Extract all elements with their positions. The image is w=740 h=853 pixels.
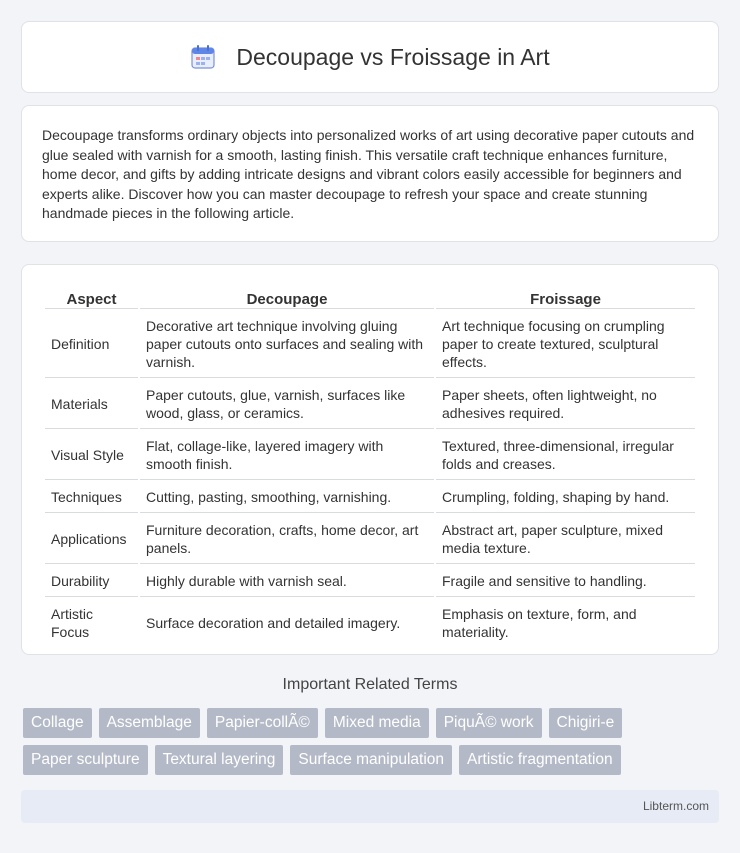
table-row <box>45 309 695 378</box>
calendar-icon <box>190 44 216 70</box>
decoupage-cell: Decorative art technique involving gluing paper cutouts onto surfaces and sealing with varnish. <box>140 309 434 378</box>
table-header-row <box>45 285 695 309</box>
tag-mixed-media[interactable]: Mixed media <box>325 708 429 738</box>
decoupage-cell: Furniture decoration, crafts, home decor, art panels. <box>140 513 434 564</box>
header-aspect: Aspect <box>45 285 138 309</box>
froissage-cell: Textured, three-dimensional, irregular folds and creases. <box>436 429 695 480</box>
decoupage-cell: Highly durable with varnish seal. <box>140 564 434 597</box>
table-row <box>45 429 695 480</box>
table-row <box>45 378 695 429</box>
aspect-cell: Visual Style <box>45 429 138 480</box>
decoupage-cell: Flat, collage-like, layered imagery with smooth finish. <box>140 429 434 480</box>
aspect-cell: Techniques <box>45 480 138 513</box>
aspect-cell: Artistic Focus <box>51 606 93 640</box>
tag-artistic-fragmentation[interactable]: Artistic fragmentation <box>459 745 621 775</box>
aspect-cell: Materials <box>45 378 138 429</box>
tag-pique-work[interactable]: PiquÃ© work <box>436 708 542 738</box>
froissage-cell: Emphasis on texture, form, and materiality. <box>442 606 637 640</box>
header-card <box>21 21 719 93</box>
tag-surface-manipulation[interactable]: Surface manipulation <box>290 745 452 775</box>
header-froissage: Froissage <box>436 285 695 309</box>
footer <box>21 790 719 823</box>
froissage-cell: Crumpling, folding, shaping by hand. <box>436 480 695 513</box>
related-terms-list <box>23 708 723 782</box>
comparison-table <box>43 285 697 647</box>
tag-textural-layering[interactable]: Textural layering <box>155 745 284 775</box>
aspect-cell: Durability <box>45 564 138 597</box>
decoupage-cell: Paper cutouts, glue, varnish, surfaces like wood, glass, or ceramics. <box>140 378 434 429</box>
tag-chigiri-e[interactable]: Chigiri-e <box>549 708 623 738</box>
aspect-cell: Applications <box>45 513 138 564</box>
froissage-cell: Art technique focusing on crumpling paper to create textured, sculptural effects. <box>436 309 695 378</box>
intro-text: Decoupage transforms ordinary objects into personalized works of art using decorative paper cutouts and glue sealed with varnish for a smooth, lasting finish. This versatile craft technique enhances furniture, home decor, and gifts by adding intricate designs and vibrant colors easily accessible for beginners and experts alike. Discover how you can master decoupage to refresh your space and create stunning handmade pieces in the following article. <box>42 127 695 222</box>
tag-paper-sculpture[interactable]: Paper sculpture <box>23 745 148 775</box>
tag-papier-colle[interactable]: Papier-collÃ© <box>207 708 318 738</box>
froissage-cell: Fragile and sensitive to handling. <box>436 564 695 597</box>
table-row <box>45 480 695 513</box>
decoupage-cell: Cutting, pasting, smoothing, varnishing. <box>140 480 434 513</box>
related-terms-title: Important Related Terms <box>282 676 458 693</box>
tag-collage[interactable]: Collage <box>23 708 92 738</box>
decoupage-cell: Surface decoration and detailed imagery. <box>146 615 401 631</box>
table-row <box>45 513 695 564</box>
tag-assemblage[interactable]: Assemblage <box>99 708 200 738</box>
footer-site-link[interactable]: Libterm.com <box>642 799 709 813</box>
intro-card <box>21 105 719 242</box>
header-decoupage: Decoupage <box>140 285 434 309</box>
froissage-cell: Abstract art, paper sculpture, mixed media texture. <box>436 513 695 564</box>
comparison-table-card <box>21 264 719 655</box>
page-title: Decoupage vs Froissage in Art <box>236 43 550 70</box>
froissage-cell: Paper sheets, often lightweight, no adhesives required. <box>436 378 695 429</box>
aspect-cell: Definition <box>45 309 138 378</box>
table-row <box>45 597 695 647</box>
table-row <box>45 564 695 597</box>
